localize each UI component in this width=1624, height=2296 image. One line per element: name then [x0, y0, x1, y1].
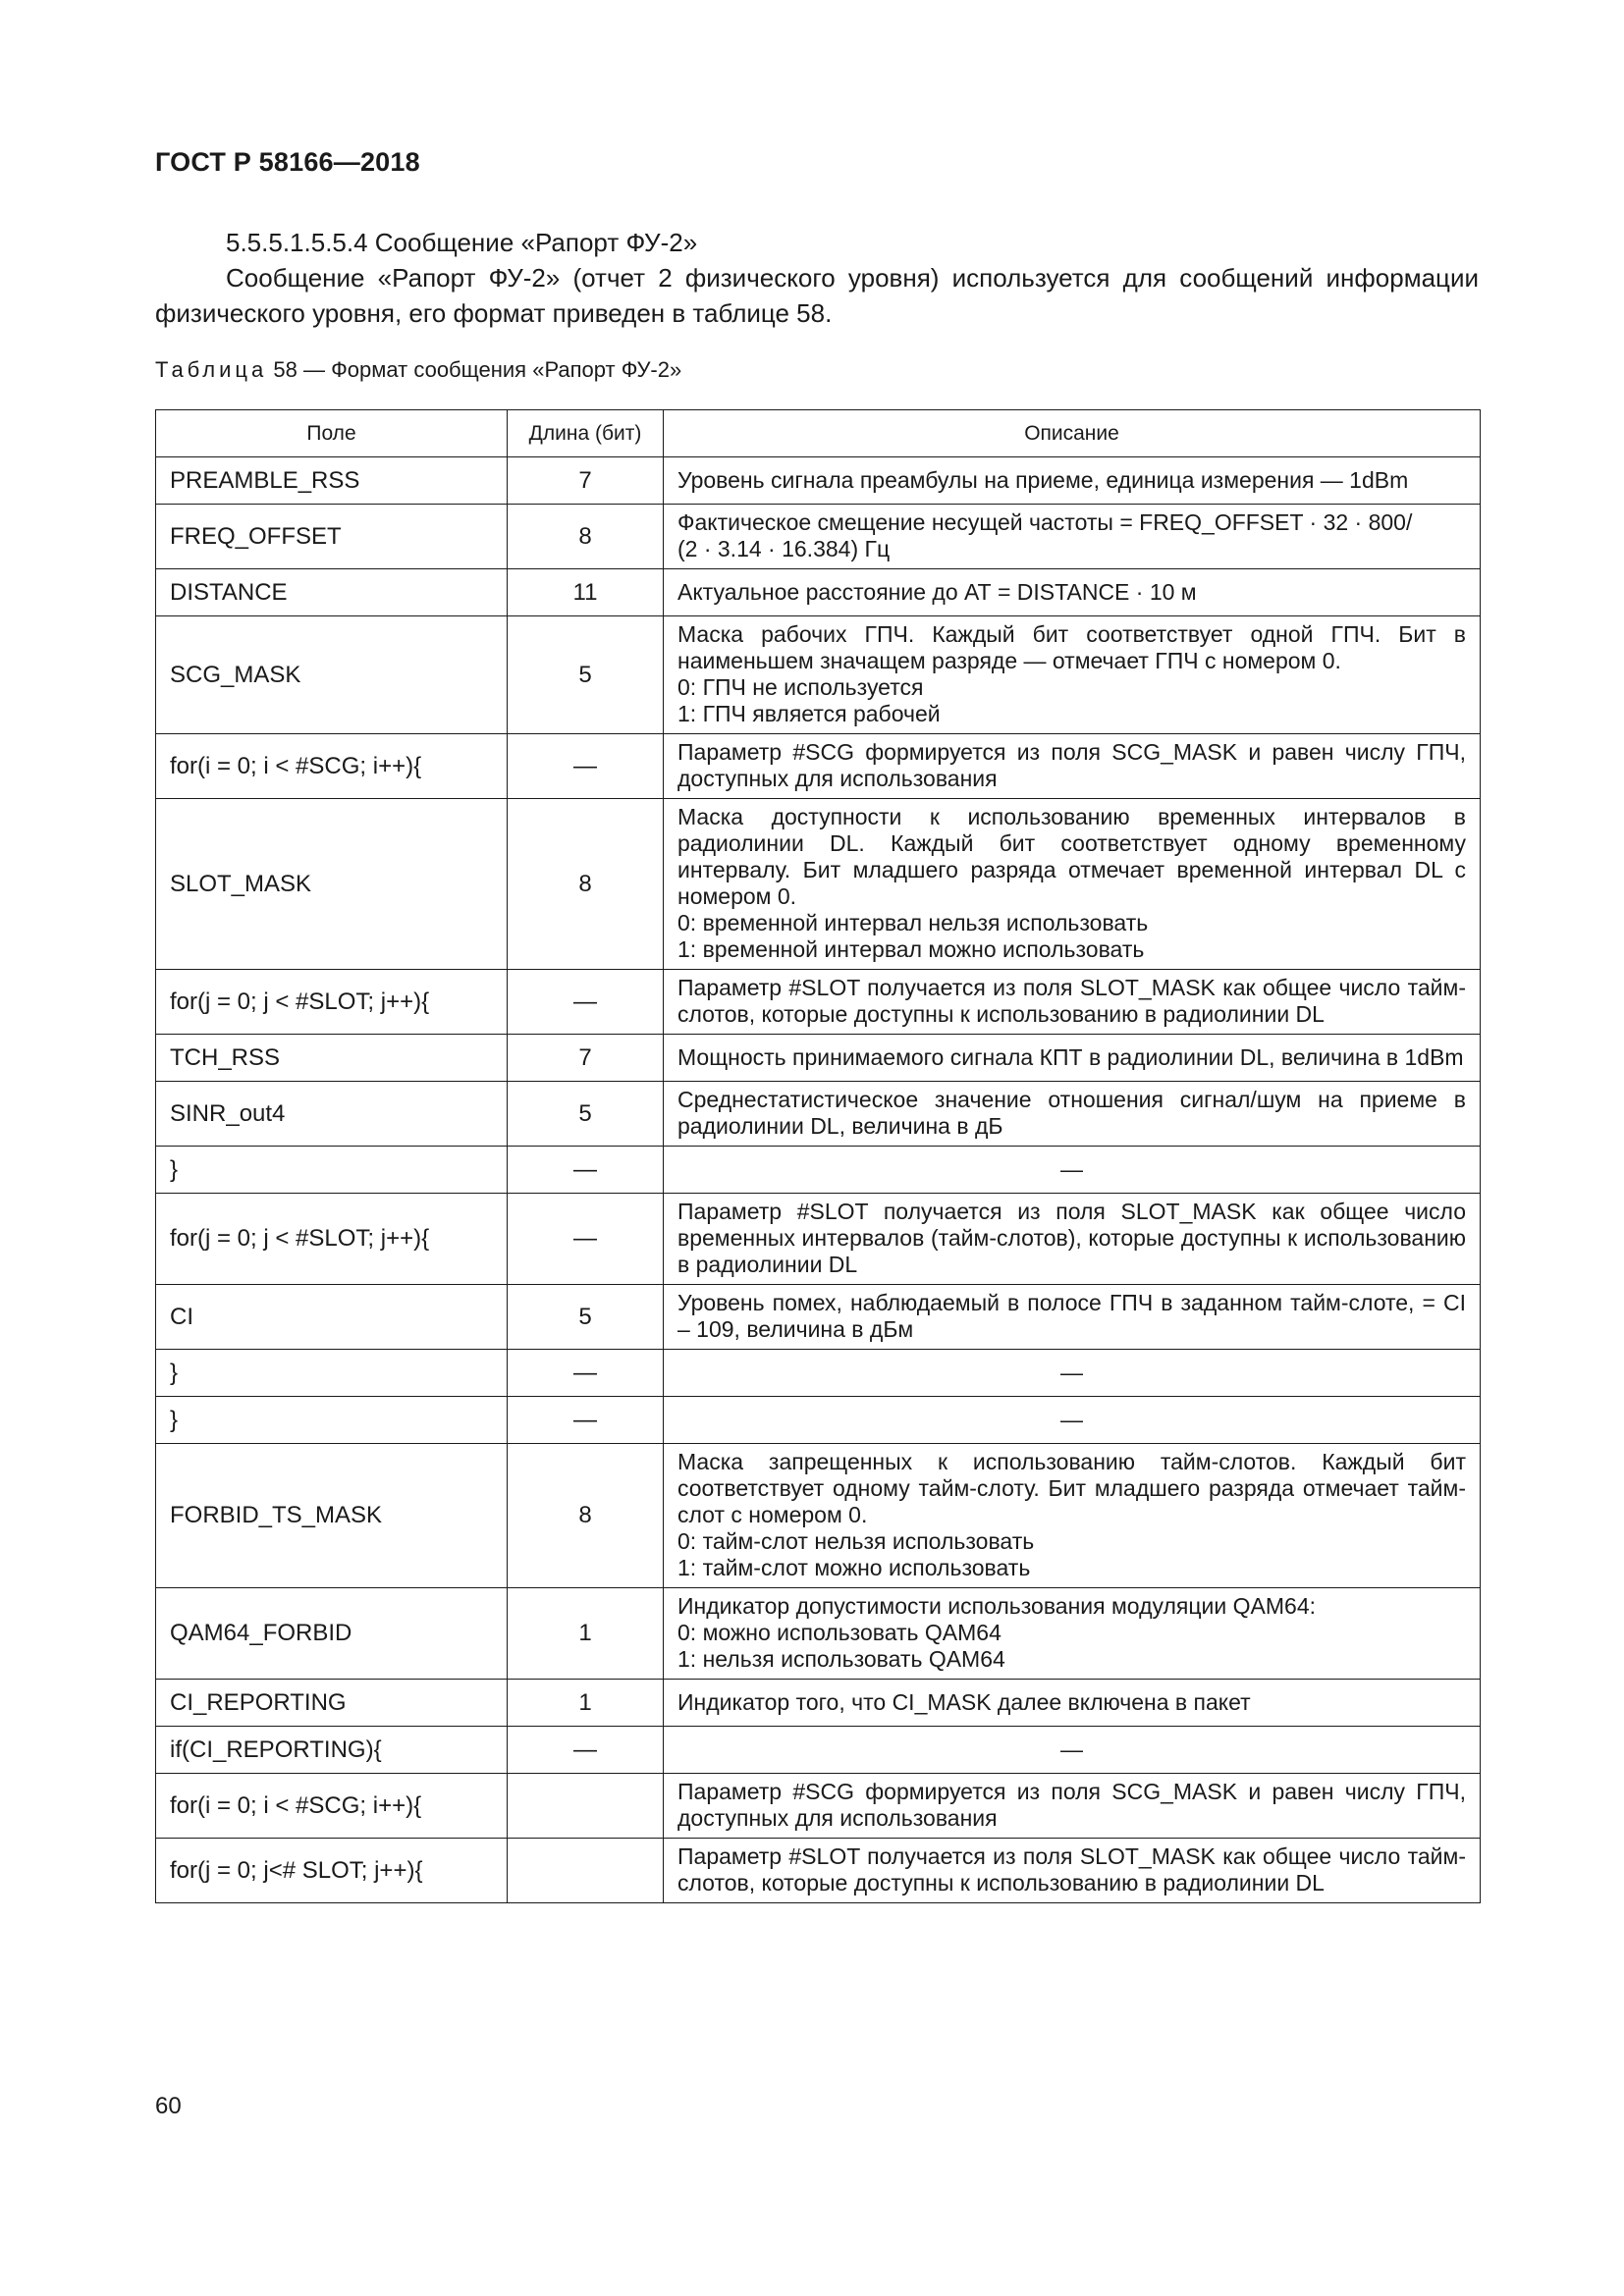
table-row — [156, 616, 1481, 734]
section-heading: 5.5.5.1.5.5.4 Сообщение «Рапорт ФУ-2» — [226, 228, 698, 257]
cell-field: for(i = 0; i < #SCG; i++){ — [156, 734, 508, 799]
cell-length: 11 — [508, 569, 664, 616]
cell-field: SCG_MASK — [156, 616, 508, 734]
cell-description: Уровень сигнала преамбулы на приеме, единица измерения — 1dBm — [664, 457, 1481, 505]
cell-field: SLOT_MASK — [156, 799, 508, 970]
table-row — [156, 457, 1481, 505]
intro-paragraph: Сообщение «Рапорт ФУ-2» (отчет 2 физического уровня) используется для сообщений информации физического уровня, его формат приведен в таблице 58. — [155, 263, 1479, 328]
cell-description: Маска рабочих ГПЧ. Каждый бит соответствует одной ГПЧ. Бит в наименьшем значащем разряде — отмечает ГПЧ с номером 0. 0: ГПЧ не используется 1: ГПЧ является рабочей — [664, 616, 1481, 734]
cell-length: — — [508, 1350, 664, 1397]
cell-length: — — [508, 1147, 664, 1194]
cell-length: — — [508, 970, 664, 1035]
table-row — [156, 1444, 1481, 1588]
column-header-length: Длина (бит) — [508, 410, 664, 457]
cell-description: — — [664, 1397, 1481, 1444]
cell-length: 1 — [508, 1588, 664, 1680]
cell-description: — — [664, 1147, 1481, 1194]
cell-description: Индикатор допустимости использования модуляции QAM64: 0: можно использовать QAM64 1: нельзя использовать QAM64 — [664, 1588, 1481, 1680]
table-row — [156, 505, 1481, 569]
table-row — [156, 1397, 1481, 1444]
cell-description: Маска доступности к использованию временных интервалов в радиолинии DL. Каждый бит соответствует одному временному интервалу. Бит младшего разряда отмечает временной интервал DL с номером 0. 0: временной интервал нельзя использовать 1: временной интервал можно использовать — [664, 799, 1481, 970]
cell-field: CI — [156, 1285, 508, 1350]
table-body — [156, 457, 1481, 1903]
cell-length: 8 — [508, 799, 664, 970]
table-row — [156, 970, 1481, 1035]
cell-field: QAM64_FORBID — [156, 1588, 508, 1680]
table-row — [156, 1680, 1481, 1727]
table-caption-text: 58 — Формат сообщения «Рапорт ФУ-2» — [267, 357, 682, 382]
cell-length: 8 — [508, 505, 664, 569]
message-format-table — [155, 409, 1481, 1903]
cell-length — [508, 1774, 664, 1839]
cell-description: — — [664, 1350, 1481, 1397]
table-row — [156, 569, 1481, 616]
cell-length: — — [508, 1194, 664, 1285]
table-row — [156, 1285, 1481, 1350]
cell-field: if(CI_REPORTING){ — [156, 1727, 508, 1774]
cell-field: for(j = 0; j<# SLOT; j++){ — [156, 1839, 508, 1903]
page-number: 60 — [155, 2093, 182, 2119]
column-header-description: Описание — [664, 410, 1481, 457]
cell-field: } — [156, 1397, 508, 1444]
cell-description: Индикатор того, что CI_MASK далее включена в пакет — [664, 1680, 1481, 1727]
cell-field: } — [156, 1147, 508, 1194]
table-row — [156, 1774, 1481, 1839]
table-row — [156, 1147, 1481, 1194]
cell-length: 8 — [508, 1444, 664, 1588]
table-row — [156, 1194, 1481, 1285]
table-row — [156, 1035, 1481, 1082]
cell-field: PREAMBLE_RSS — [156, 457, 508, 505]
cell-length — [508, 1839, 664, 1903]
cell-description: — — [664, 1727, 1481, 1774]
cell-field: SINR_out4 — [156, 1082, 508, 1147]
table-row — [156, 1588, 1481, 1680]
table-row — [156, 734, 1481, 799]
cell-description: Уровень помех, наблюдаемый в полосе ГПЧ в заданном тайм-слоте, = CI – 109, величина в дБм — [664, 1285, 1481, 1350]
table-row — [156, 1350, 1481, 1397]
cell-length: 1 — [508, 1680, 664, 1727]
cell-description: Мощность принимаемого сигнала КПТ в радиолинии DL, величина в 1dBm — [664, 1035, 1481, 1082]
cell-length: — — [508, 1397, 664, 1444]
cell-length: 5 — [508, 616, 664, 734]
cell-description: Среднестатистическое значение отношения сигнал/шум на приеме в радиолинии DL, величина в дБ — [664, 1082, 1481, 1147]
cell-field: FORBID_TS_MASK — [156, 1444, 508, 1588]
cell-length: — — [508, 1727, 664, 1774]
cell-length: 5 — [508, 1285, 664, 1350]
cell-description: Параметр #SLOT получается из поля SLOT_MASK как общее число временных интервалов (тайм-слотов), которые доступны к использованию в радиолинии DL — [664, 1194, 1481, 1285]
cell-length: — — [508, 734, 664, 799]
table-caption — [155, 357, 681, 383]
cell-field: for(j = 0; j < #SLOT; j++){ — [156, 970, 508, 1035]
cell-description: Маска запрещенных к использованию тайм-слотов. Каждый бит соответствует одному тайм-слоту. Бит младшего разряда отмечает тайм-слот с номером 0. 0: тайм-слот нельзя использовать 1: тайм-слот можно использовать — [664, 1444, 1481, 1588]
table-row — [156, 1727, 1481, 1774]
document-header: ГОСТ Р 58166—2018 — [155, 147, 420, 177]
cell-field: for(j = 0; j < #SLOT; j++){ — [156, 1194, 508, 1285]
cell-description: Фактическое смещение несущей частоты = FREQ_OFFSET · 32 · 800/ (2 · 3.14 · 16.384) Гц — [664, 505, 1481, 569]
cell-field: } — [156, 1350, 508, 1397]
cell-field: TCH_RSS — [156, 1035, 508, 1082]
table-header-row — [156, 410, 1481, 457]
cell-description: Параметр #SCG формируется из поля SCG_MASK и равен числу ГПЧ, доступных для использования — [664, 734, 1481, 799]
cell-description: Актуальное расстояние до АТ = DISTANCE · 10 м — [664, 569, 1481, 616]
cell-description: Параметр #SLOT получается из поля SLOT_MASK как общее число тайм-слотов, которые доступны к использованию в радиолинии DL — [664, 1839, 1481, 1903]
table-row — [156, 799, 1481, 970]
table-row — [156, 1082, 1481, 1147]
cell-description: Параметр #SLOT получается из поля SLOT_MASK как общее число тайм-слотов, которые доступны к использованию в радиолинии DL — [664, 970, 1481, 1035]
cell-length: 7 — [508, 1035, 664, 1082]
table-caption-label: Таблица — [155, 357, 268, 382]
cell-field: DISTANCE — [156, 569, 508, 616]
table-row — [156, 1839, 1481, 1903]
cell-description: Параметр #SCG формируется из поля SCG_MASK и равен числу ГПЧ, доступных для использования — [664, 1774, 1481, 1839]
cell-field: CI_REPORTING — [156, 1680, 508, 1727]
cell-field: FREQ_OFFSET — [156, 505, 508, 569]
column-header-field: Поле — [156, 410, 508, 457]
cell-length: 7 — [508, 457, 664, 505]
cell-field: for(i = 0; i < #SCG; i++){ — [156, 1774, 508, 1839]
cell-length: 5 — [508, 1082, 664, 1147]
